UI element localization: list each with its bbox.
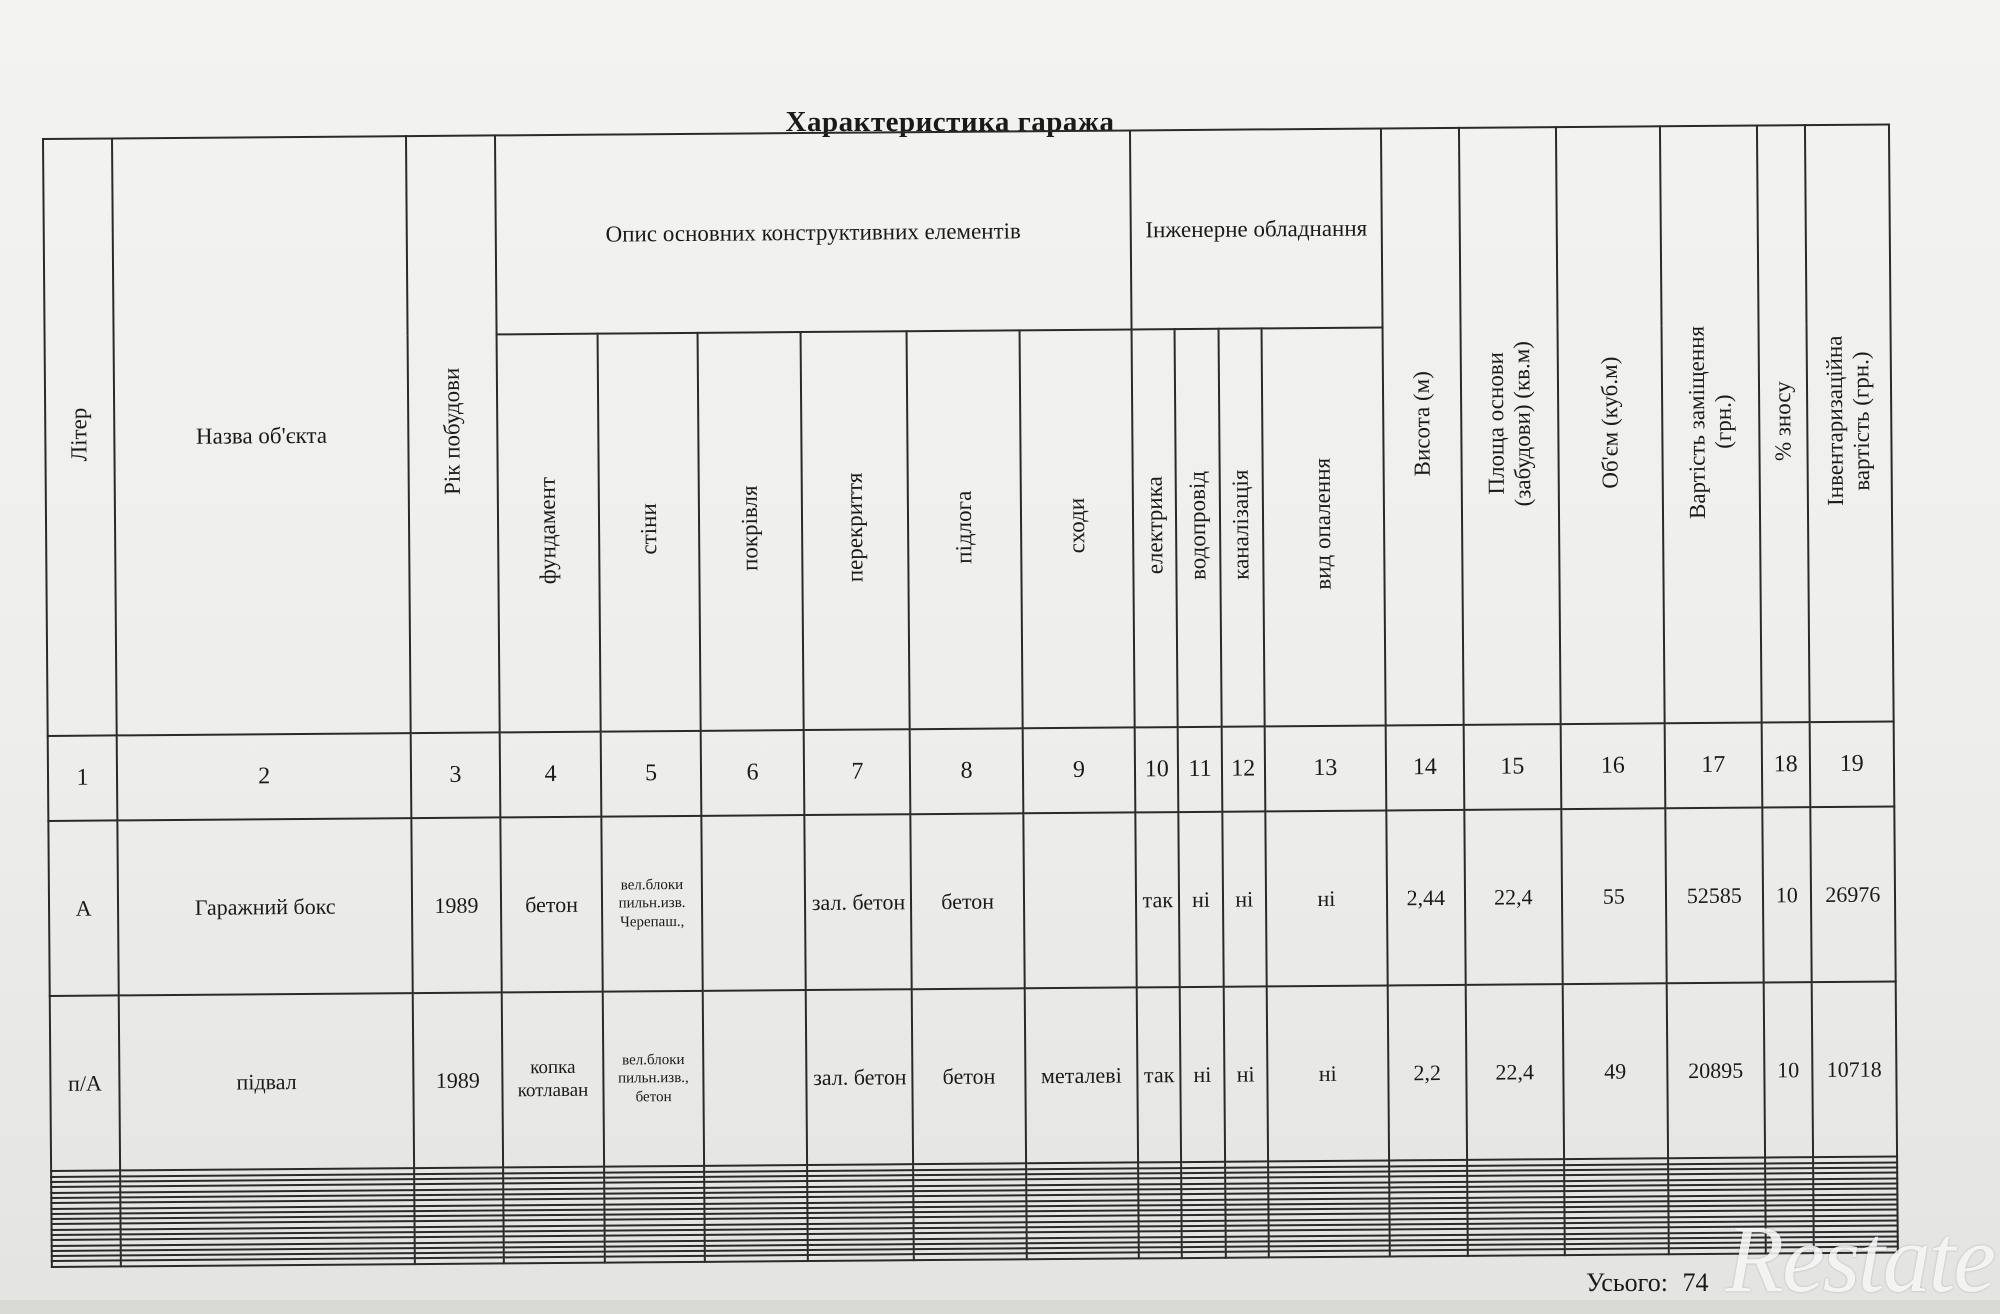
header-name: Назва об'єкта (112, 136, 411, 735)
column-number: 8 (910, 728, 1023, 814)
cell-stairs: металеві (1024, 988, 1138, 1164)
column-number: 14 (1386, 725, 1464, 811)
cell-year: 1989 (411, 818, 501, 994)
header-year: Рік побудови (406, 135, 499, 733)
column-number: 6 (700, 730, 804, 816)
header-heating: вид опалення (1261, 328, 1385, 727)
header-electric: електрика (1132, 329, 1178, 727)
cell-water: ні (1179, 812, 1224, 987)
total-value: 74 (1682, 1268, 1709, 1297)
cell-volume: 49 (1563, 984, 1668, 1160)
cell-heating: ні (1265, 811, 1387, 987)
column-number: 1 (48, 736, 118, 821)
cell-ceiling: зал. бетон (805, 814, 912, 990)
table-row (50, 982, 1897, 1172)
cell-foundation: бетон (500, 817, 603, 993)
column-number: 3 (411, 733, 500, 819)
cell-foundation: копка котлаван (501, 992, 604, 1168)
cell-electric: так (1136, 812, 1181, 987)
total-line (1578, 1268, 1708, 1298)
header-row-top (43, 124, 1891, 338)
empty-cell (1269, 1251, 1390, 1257)
cell-volume: 55 (1561, 808, 1666, 984)
empty-cell (1467, 1250, 1564, 1256)
cell-stairs (1023, 813, 1137, 989)
empty-cell (1182, 1252, 1225, 1258)
empty-cell (415, 1258, 504, 1264)
cell-water: ні (1180, 987, 1225, 1163)
header-description-group: Опис основних конструктивних елементів (495, 130, 1132, 334)
cell-roof (701, 815, 806, 991)
cell-inventory-cost: 10718 (1811, 982, 1897, 1158)
cell-walls: вел.блоки пильн.изв. Черепаш., (602, 816, 703, 992)
cell-sewer: ні (1222, 811, 1267, 986)
empty-cell (1027, 1253, 1139, 1259)
column-number-row (48, 722, 1895, 821)
document-title: Характеристика гаража (785, 106, 1115, 138)
cell-floor: бетон (912, 989, 1026, 1165)
cell-name: підвал (119, 993, 414, 1171)
column-number: 2 (117, 733, 412, 820)
cell-height: 2,2 (1388, 985, 1467, 1161)
header-engineering-group: Інженерне обладнання (1130, 128, 1382, 329)
column-number: 17 (1664, 723, 1762, 809)
cell-replacement-cost: 20895 (1666, 983, 1765, 1159)
column-number: 9 (1022, 728, 1135, 814)
cell-walls: вел.блоки пильн.изв., бетон (603, 991, 704, 1167)
cell-area: 22,4 (1464, 809, 1563, 985)
column-number: 16 (1561, 723, 1665, 809)
cell-wear: 10 (1762, 807, 1811, 983)
empty-cell (504, 1257, 606, 1263)
column-number: 7 (804, 729, 911, 815)
cell-liter: А (48, 821, 119, 997)
column-number: 12 (1221, 727, 1265, 812)
header-walls: стіни (598, 333, 701, 732)
header-inventory-cost: Інвентаризаційна вартість (грн.) (1805, 124, 1894, 722)
column-number: 15 (1463, 724, 1561, 810)
column-number: 19 (1809, 722, 1894, 808)
column-number: 5 (601, 731, 701, 817)
header-foundation: фундамент (496, 334, 601, 733)
empty-rows (51, 1157, 1898, 1267)
header-stairs: сходи (1019, 329, 1135, 728)
cell-sewer: ні (1223, 987, 1268, 1163)
header-floor: підлога (907, 330, 1023, 729)
empty-cell (1565, 1249, 1669, 1255)
header-liter: Літер (43, 138, 117, 736)
cell-electric: так (1137, 987, 1182, 1163)
header-replacement-cost: Вартість заміщення (грн.) (1660, 126, 1762, 724)
empty-cell (121, 1259, 415, 1267)
header-water: водопровід (1175, 329, 1221, 727)
cell-year: 1989 (413, 993, 503, 1169)
garage-characteristics-table (42, 123, 1899, 1267)
total-label: Усього: (1586, 1268, 1668, 1297)
watermark-logo: Restate (1725, 1205, 1994, 1312)
cell-ceiling: зал. бетон (806, 989, 913, 1165)
empty-cell (1390, 1250, 1468, 1256)
empty-cell (808, 1255, 914, 1261)
header-roof: покрівля (697, 332, 804, 731)
header-height: Висота (м) (1381, 128, 1464, 726)
cell-area: 22,4 (1465, 984, 1564, 1160)
cell-height: 2,44 (1386, 810, 1465, 986)
cell-heating: ні (1267, 986, 1389, 1162)
cell-roof (702, 990, 807, 1166)
header-wear: % зносу (1757, 125, 1809, 723)
cell-wear: 10 (1764, 982, 1813, 1158)
column-number: 4 (499, 732, 601, 818)
empty-cell (605, 1256, 704, 1262)
header-sewer: каналізація (1218, 328, 1264, 726)
column-number: 18 (1762, 722, 1810, 807)
empty-cell (1225, 1252, 1268, 1258)
empty-cell (52, 1261, 121, 1267)
header-area: Площа основи (забудови) (кв.м) (1459, 127, 1561, 725)
header-ceiling: перекриття (801, 331, 910, 730)
empty-cell (705, 1256, 809, 1262)
cell-replacement-cost: 52585 (1665, 808, 1764, 984)
table-row (48, 807, 1895, 997)
column-number: 10 (1135, 727, 1179, 812)
empty-cell (1139, 1253, 1182, 1259)
header-volume: Об'єм (куб.м) (1556, 126, 1664, 724)
column-number: 11 (1178, 727, 1222, 812)
cell-liter: п/А (50, 996, 121, 1172)
cell-name: Гаражний бокс (118, 818, 413, 995)
cell-floor: бетон (911, 813, 1025, 989)
column-number: 13 (1264, 726, 1386, 812)
empty-cell (914, 1254, 1026, 1260)
cell-inventory-cost: 26976 (1810, 807, 1896, 983)
